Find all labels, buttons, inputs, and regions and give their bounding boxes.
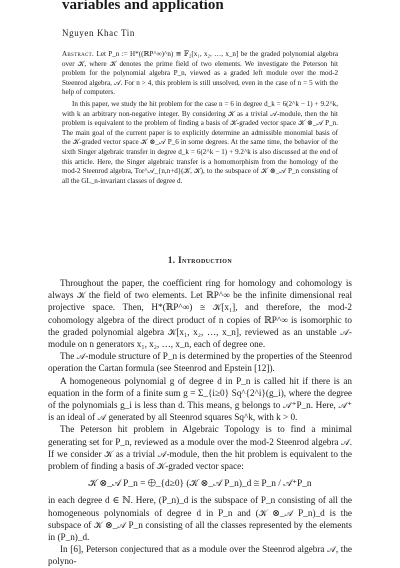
abstract-paragraph-1 <box>62 50 338 98</box>
abstract <box>62 50 338 188</box>
main-text <box>48 277 352 568</box>
body-paragraph-4: The Peterson hit problem in Algebraic Topology is to find a minimal generating set for P_n, reviewed as a module over the mod-2 Steenrod algebra 𝒜. If we consider 𝒦 as a trivial 𝒜-module, then the hit problem is equivalent to the problem of finding a basis of 𝒦-graded vector space: <box>48 424 352 472</box>
author-name: Nguyen Khac Tin <box>62 28 136 38</box>
display-equation: 𝒦 ⊗_𝒜 P_n = ⨁_{d≥0} (𝒦 ⊗_𝒜 P_n)_d ≅ P_n / 𝒜⁺P_n <box>88 479 312 490</box>
body-paragraph-6: In [6], Peterson conjectured that as a module over the Steenrod algebra 𝒜, the polyno- <box>48 544 352 567</box>
section-heading-introduction: 1. Introduction <box>167 255 233 265</box>
body-paragraph-5: in each degree d ∈ ℕ. Here, (P_n)_d is the subspace of P_n consisting of all the homogeneous polynomials of degree d in P_n and (𝒦 ⊗_𝒜 P_n)_d is the subspace of 𝒦 ⊗_𝒜 P_n consisting of all the classes represented by the elements in (P_n)_d. <box>48 495 352 543</box>
paper-title: variables and application <box>62 0 224 13</box>
abstract-text-1: Let P_n := H*((ℝP^∞)^n) ≅ 𝔽₂[x₁, x₂, …, x_n] be the graded polynomial algebra over 𝒦, where 𝒦 denotes the prime field of two elements. We investigate the Peterson hit problem for the polynomial algebra P_n, viewed as a graded left module over the mod-2 Steenrod algebra, 𝒜. For n > 4, this problem is still unsolved, even in the case of n = 5 with the help of computers. <box>62 50 339 97</box>
abstract-paragraph-2: In this paper, we study the hit problem for the case n = 6 in degree d_k = 6(2^k − 1) + 9.2^k, with k an arbitrary non-negative integer. By considering 𝒦 as a trivial 𝒜-module, then the hit problem is equivalent to the problem of finding a basis of 𝒦-graded vector space 𝒦 ⊗_𝒜 P_n. The main goal of the current paper is to explicitly determine an admissible monomial basis of the 𝒦-graded vector space 𝒦 ⊗_𝒜 P_6 in some degrees. At the same time, the behavior of the sixth Singer algebraic transfer in degree d_k = 6(2^k − 1) + 9.2^k is also discussed at the end of this article. Here, the Singer algebraic transfer is a homomorphism from the homology of the mod-2 Steenrod algebra, Tor^𝒜_{n,n+d}(𝒦, 𝒦), to the subspace of 𝒦 ⊗_𝒜 P_n consisting of all the GL_n-invariant classes of degree d. <box>62 99 338 185</box>
body-paragraph-3: A homogeneous polynomial g of degree d in P_n is called hit if there is an equation in the form of a finite sum g = Σ_{i≥0} Sq^{2^i}(g_i), where the degree of the polynomials g_i is less than d. This means, g belongs to 𝒜⁺P_n. Here, 𝒜⁺ is an ideal of 𝒜 generated by all Steenrod squares Sq^k, with k > 0. <box>48 375 352 423</box>
abstract-label: Abstract. <box>62 50 95 58</box>
body-paragraph-2: The 𝒜-module structure of P_n is determined by the properties of the Steenrod operation the Cartan formula (see Steenrod and Epstein [12]). <box>48 351 352 374</box>
body-paragraph-1: Throughout the paper, the coefficient ring for homology and cohomology is always 𝒦 the field of two elements. Let ℝP^∞ be the infinite dimensional real projective space. Then, H*(ℝP^∞) ≅ 𝒦[x₁], and therefore, the mod-2 cohomology algebra of the direct product of n copies of ℝP^∞ is isomorphic to the graded polynomial algebra 𝒦[x₁, x₂, …, x_n], reviewed as an unstable 𝒜-module on n generators x₁, x₂, …, x_n, each of degree one. <box>48 278 352 350</box>
